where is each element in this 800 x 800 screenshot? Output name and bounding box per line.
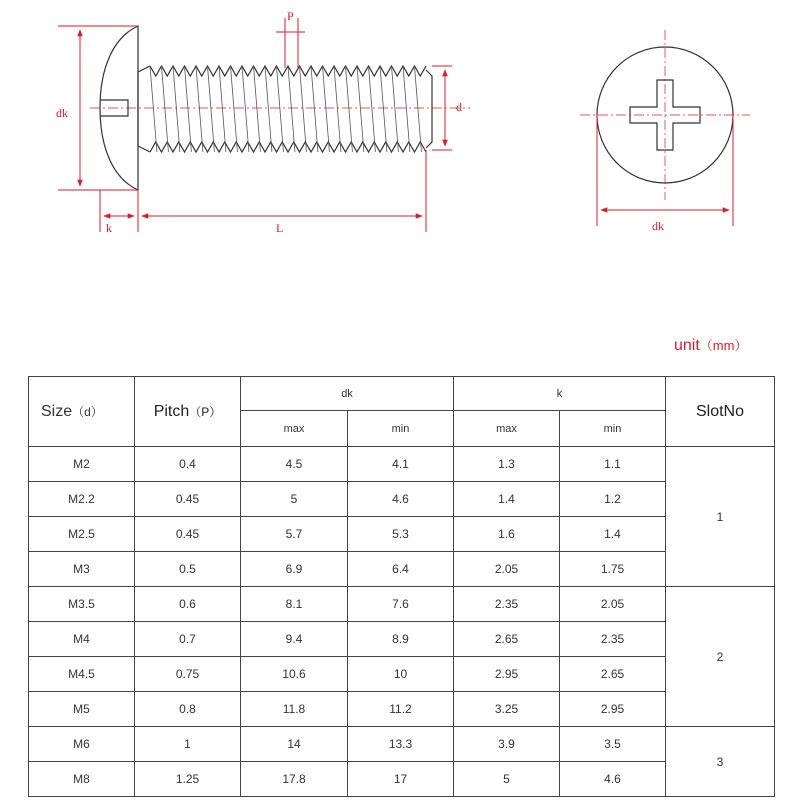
table-row (29, 517, 775, 552)
dk-max-cell: 14 (241, 727, 348, 762)
thread-line (311, 66, 318, 152)
thread-line (392, 66, 399, 152)
k-min-cell: 1.2 (560, 482, 666, 517)
thread-line (242, 66, 249, 152)
dk-max-cell: 5.7 (241, 517, 348, 552)
dk-max-cell: 8.1 (241, 587, 348, 622)
unit-label (674, 335, 747, 355)
k-max-cell: 1.4 (454, 482, 560, 517)
dk-min-cell: 4.6 (348, 482, 454, 517)
thread-line (380, 66, 387, 152)
table-row (29, 587, 775, 622)
header-k-max: max (454, 411, 560, 447)
k-max-cell: 2.05 (454, 552, 560, 587)
thread-line (254, 66, 261, 152)
screw-shank-outline (138, 66, 150, 152)
k-label: k (106, 221, 112, 235)
dk-max-cell: 17.8 (241, 762, 348, 797)
dk-min-cell: 6.4 (348, 552, 454, 587)
dk-max-cell: 11.8 (241, 692, 348, 727)
table-row (29, 622, 775, 657)
k-min-cell: 1.75 (560, 552, 666, 587)
unit-mm: （mm） (699, 338, 748, 353)
dk-max-cell: 6.9 (241, 552, 348, 587)
table-row (29, 727, 775, 762)
k-min-cell: 3.5 (560, 727, 666, 762)
pitch-cell: 0.6 (135, 587, 241, 622)
slot-cell: 3 (666, 727, 775, 797)
thread-line (173, 66, 180, 152)
pitch-cell: 0.45 (135, 517, 241, 552)
table-row (29, 482, 775, 517)
thread-line (150, 66, 157, 152)
dk-min-cell: 8.9 (348, 622, 454, 657)
dk-min-cell: 5.3 (348, 517, 454, 552)
k-max-cell: 2.65 (454, 622, 560, 657)
spec-table (28, 376, 775, 797)
size-cell-value: M2.2 (29, 482, 135, 517)
p-label: P (287, 9, 294, 23)
unit-text: unit (674, 337, 700, 354)
header-dk-min: min (348, 411, 454, 447)
header-size: Size（d） (29, 377, 135, 447)
k-min-cell: 2.65 (560, 657, 666, 692)
thread-line (196, 66, 203, 152)
k-max-cell: 3.9 (454, 727, 560, 762)
k-max-cell: 1.3 (454, 447, 560, 482)
table-row (29, 447, 775, 482)
thread-line (357, 66, 364, 152)
d-label: d (456, 100, 462, 114)
spec-table-body (29, 447, 775, 797)
thread-line (185, 66, 192, 152)
size-cell-value: M4.5 (29, 657, 135, 692)
header-dk-max: max (241, 411, 348, 447)
dk-max-cell: 9.4 (241, 622, 348, 657)
table-row (29, 762, 775, 797)
k-min-cell: 2.35 (560, 622, 666, 657)
size-cell-value: M2 (29, 447, 135, 482)
dk-min-cell: 13.3 (348, 727, 454, 762)
slot-cell: 2 (666, 587, 775, 727)
header-slotno: SlotNo (666, 377, 775, 447)
thread-line (346, 66, 353, 152)
dk-min-cell: 7.6 (348, 587, 454, 622)
header-dk: dk (241, 377, 454, 411)
thread-line (415, 66, 422, 152)
slot-cell: 1 (666, 447, 775, 587)
size-cell-value: M3 (29, 552, 135, 587)
k-min-cell: 2.95 (560, 692, 666, 727)
L-label: L (276, 221, 284, 235)
header-k: k (454, 377, 666, 411)
k-max-cell: 2.95 (454, 657, 560, 692)
pitch-cell: 0.7 (135, 622, 241, 657)
pitch-cell: 1 (135, 727, 241, 762)
dk-min-cell: 11.2 (348, 692, 454, 727)
k-min-cell: 4.6 (560, 762, 666, 797)
k-max-cell: 5 (454, 762, 560, 797)
dk-max-cell: 5 (241, 482, 348, 517)
table-row (29, 692, 775, 727)
screw-technical-drawing (0, 0, 800, 260)
size-cell-value: M4 (29, 622, 135, 657)
dk-max-cell: 4.5 (241, 447, 348, 482)
k-min-cell: 2.05 (560, 587, 666, 622)
k-min-cell: 1.1 (560, 447, 666, 482)
screw-head-top-view (580, 30, 750, 226)
pitch-cell: 0.5 (135, 552, 241, 587)
thread-line (219, 66, 226, 152)
thread-line (300, 66, 307, 152)
table-row (29, 657, 775, 692)
dk-head-label: dk (652, 219, 664, 233)
thread-line (265, 66, 272, 152)
pitch-cell: 0.4 (135, 447, 241, 482)
size-cell-value: M5 (29, 692, 135, 727)
dk-max-cell: 10.6 (241, 657, 348, 692)
size-cell-value: M8 (29, 762, 135, 797)
dk-label: dk (56, 106, 68, 120)
dk-min-cell: 4.1 (348, 447, 454, 482)
table-row (29, 552, 775, 587)
k-max-cell: 2.35 (454, 587, 560, 622)
k-max-cell: 1.6 (454, 517, 560, 552)
size-cell-value: M3.5 (29, 587, 135, 622)
thread-line (208, 66, 215, 152)
size-cell-value: M6 (29, 727, 135, 762)
thread-lines (150, 66, 421, 152)
header-k-min: min (560, 411, 666, 447)
screw-tip-outline (426, 70, 432, 148)
thread-line (288, 66, 295, 152)
k-min-cell: 1.4 (560, 517, 666, 552)
pitch-cell: 0.8 (135, 692, 241, 727)
thread-line (162, 66, 169, 152)
thread-line (334, 66, 341, 152)
thread-line (323, 66, 330, 152)
thread-line (277, 66, 284, 152)
dk-min-cell: 10 (348, 657, 454, 692)
pitch-cell: 0.75 (135, 657, 241, 692)
size-cell-value: M2.5 (29, 517, 135, 552)
thread-line (369, 66, 376, 152)
header-pitch: Pitch（P） (135, 377, 241, 447)
thread-line (403, 66, 410, 152)
pitch-cell: 1.25 (135, 762, 241, 797)
dk-min-cell: 17 (348, 762, 454, 797)
k-max-cell: 3.25 (454, 692, 560, 727)
pitch-cell: 0.45 (135, 482, 241, 517)
thread-line (231, 66, 238, 152)
